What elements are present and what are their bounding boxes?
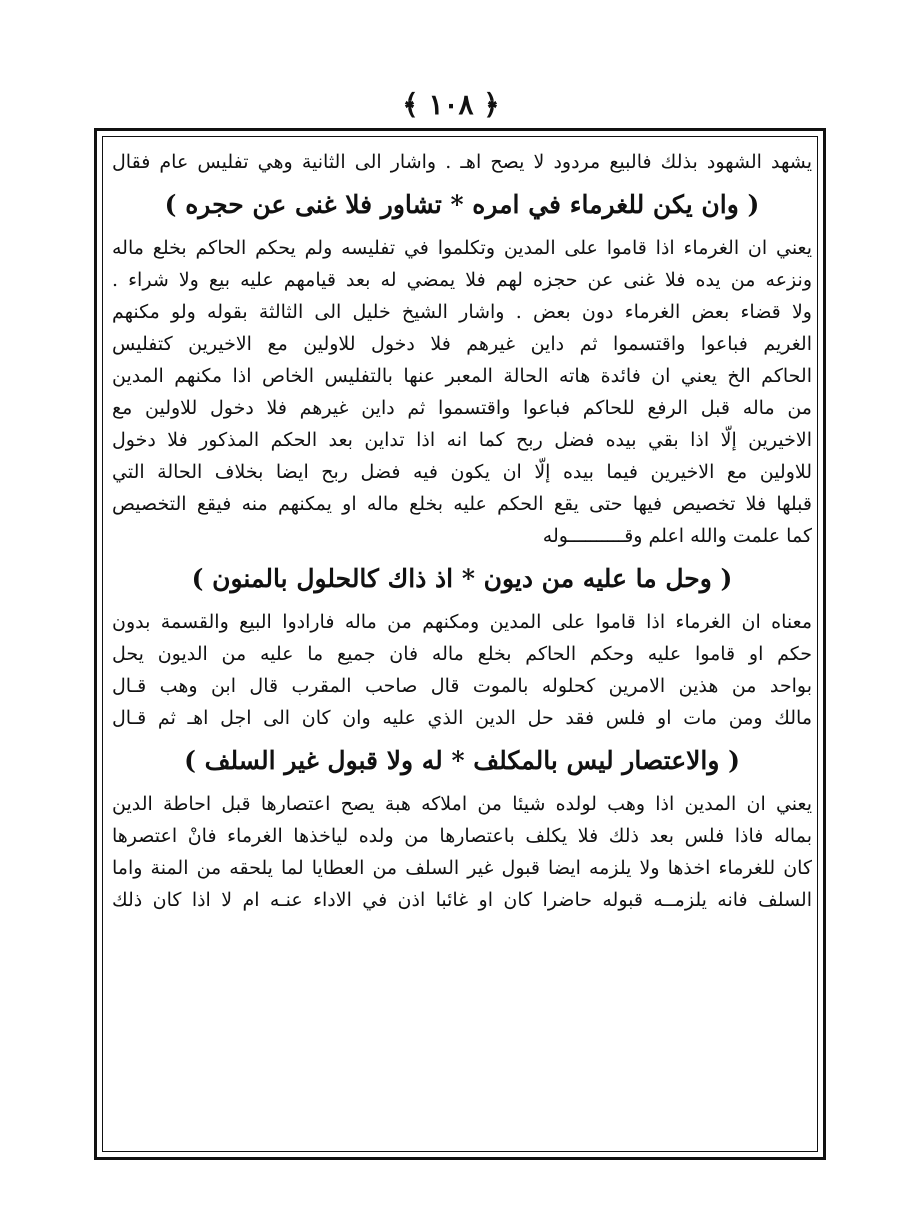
verse-line: ( والاعتصار ليس بالمكلف * له ولا قبول غير السلف ): [184, 746, 740, 775]
text-line: حكم او قاموا عليه وحكم الحاكم بخلع ماله فان جميع ما عليه من الديون يحل: [112, 643, 812, 665]
text-line: يعني ان الغرماء اذا قاموا على المدين وتكلموا في تفليسه ولم يحكم الحاكم بخلع ماله: [112, 237, 812, 259]
text-line: بواحد من هذين الامرين كحلوله بالموت قال صاحب المقرب قال ابن وهب قـال: [112, 675, 812, 697]
text-line: الحاكم الخ يعني ان فائدة هاته الحالة المعبر عنها بالتفليس الخاص اذا مكنهم المدين: [112, 365, 812, 387]
verse-line: ( وحل ما عليه من ديون * اذ ذاك كالحلول بالمنون ): [191, 564, 733, 593]
text-line: معناه ان الغرماء اذا قاموا على المدين ومكنهم من ماله فارادوا البيع والقسمة بدون: [112, 611, 812, 633]
text-line: يشهد الشهود بذلك فالبيع مردود لا يصح اهـ . واشار الى الثانية وهي تفليس عام فقال: [112, 151, 812, 173]
text-line: ولا قضاء بعض الغرماء دون بعض . واشار الشيخ خليل الى الثالثة بقوله ولو مكنهم: [112, 301, 812, 323]
text-line: كما علمت والله اعلم وقــــــــــوله: [542, 525, 812, 547]
text-line: مالك ومن مات او فلس فقد حل الدين الذي عليه وان كان الى اجل اهـ ثم قـال: [112, 707, 812, 729]
page-body: [112, 146, 812, 916]
text-line: كان للغرماء اخذها ولا يلزمه ايضا قبول غير السلف من العطايا لما يلحقه من المنة واما: [112, 857, 812, 879]
text-line: الاخيرين إلّا اذا بقي بيده فضل ربح كما انه اذا تداين بعد الحكم المذكور فلا دخول: [112, 429, 812, 451]
text-line: للاولين مع الاخيرين فيما بيده إلّا ان يكون فيه فضل ربح ايضا بخلاف الحالة التي: [112, 461, 812, 483]
page-number: ﴿ ١٠٨ ﴾: [402, 88, 500, 121]
text-line: قبلها فلا تخصيص فيها حتى يقع الحكم عليه بخلع ماله او يمكنهم منه فيقع التخصيص: [112, 493, 812, 515]
text-line: الغريم فباعوا واقتسموا ثم داين غيرهم فلا دخول للاولين مع الاخيرين كتفليس: [112, 333, 812, 355]
text-line: بماله فاذا فلس بعد ذلك فلا يكلف باعتصارها من ولده لياخذها الغرماء فانْ اعتصرها: [112, 825, 812, 847]
text-line: من ماله قبل الرفع للحاكم فباعوا واقتسموا ثم داين غيرهم فلا دخول للاولين مع: [112, 397, 812, 419]
text-line: ونزعه من يده فلا غنى عن حجزه لهم فلا يمضي له بعد قيامهم عليه بيع ولا شراء .: [112, 269, 812, 291]
text-line: السلف فانه يلزمــه قبوله حاضرا كان او غائبا اذن في الاداء عنـه ام لا اذا كان ذلك: [112, 889, 812, 911]
text-line: يعني ان المدين اذا وهب لولده شيئا من املاكه هبة يصح اعتصارها قبل احاطة الدين: [112, 793, 812, 815]
verse-line: ( وان يكن للغرماء في امره * تشاور فلا غنى عن حجره ): [164, 190, 760, 219]
